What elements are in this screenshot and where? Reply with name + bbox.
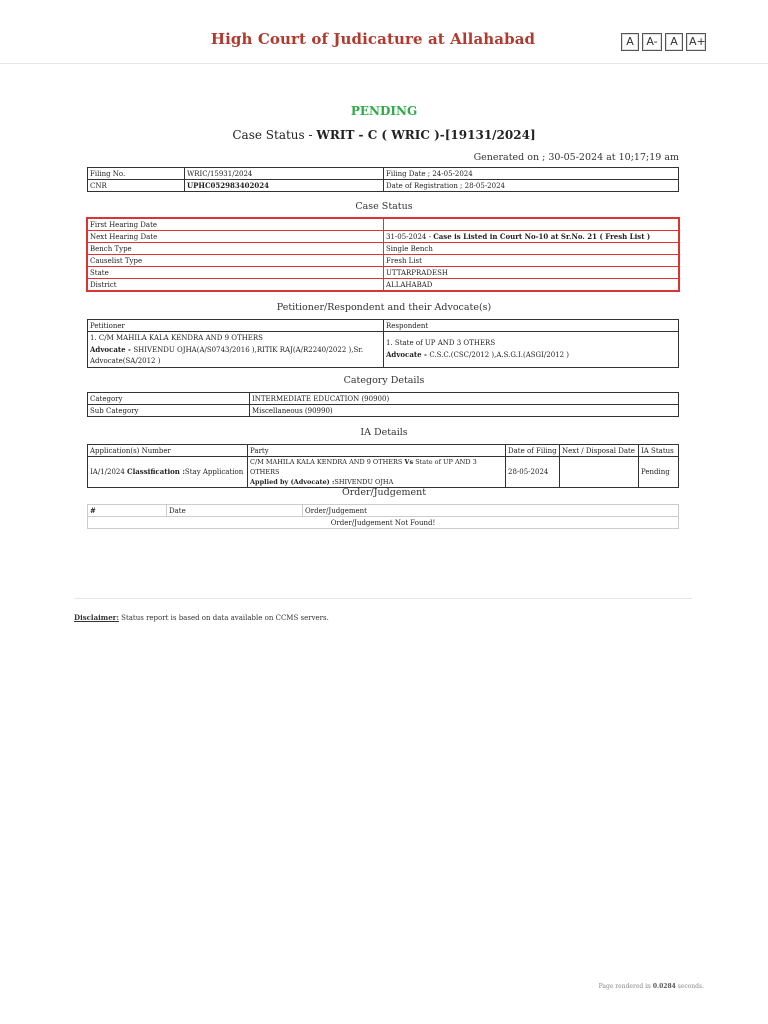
ia-party-vs: Vs (404, 458, 414, 466)
disclaimer-text: Status report is based on data available on CCMS servers. (118, 614, 329, 622)
footer-suffix: seconds. (675, 983, 704, 990)
case-status-table (87, 218, 679, 291)
petitioner-advocates (90, 344, 381, 367)
applied-by-value: SHIVENDU OJHA (334, 478, 394, 486)
ia-number: IA/1/2024 (90, 468, 128, 476)
status-badge: PENDING (350, 104, 418, 118)
orders-table (87, 504, 679, 529)
respondent-adv-label: Advocate - (386, 350, 430, 359)
ia-header-number: Application(s) Number (88, 445, 248, 457)
order-header-date: Date (167, 505, 303, 517)
ia-header-status: IA Status (639, 445, 679, 457)
ia-number-cell (88, 457, 248, 488)
ia-table (87, 444, 679, 488)
font-size-controls (621, 33, 706, 51)
case-status-prefix: Case Status - (232, 128, 317, 142)
causelist-type-value: Fresh List (384, 255, 679, 267)
filing-table (87, 167, 679, 192)
font-normal-button[interactable]: A (665, 33, 683, 51)
ia-next-date (560, 457, 639, 488)
disclaimer (74, 613, 329, 622)
registration-date: Date of Registration ; 28-05-2024 (384, 180, 679, 192)
category-heading: Category Details (343, 375, 425, 386)
case-title (0, 128, 768, 142)
footer-prefix: Page rendered in (598, 983, 653, 990)
orders-empty-message: Order/Judgement Not Found! (88, 517, 679, 529)
cnr-label: CNR (88, 180, 185, 192)
ia-heading: IA Details (360, 427, 408, 438)
applied-by-label: Applied by (Advocate) : (250, 478, 335, 486)
district-value: ALLAHABAD (384, 279, 679, 291)
next-hearing-value (384, 231, 679, 243)
listing-info: Case is Listed in Court No-10 at Sr.No. 21 ( Fresh List ) (433, 231, 651, 241)
petitioner-adv-label: Advocate - (90, 345, 134, 354)
petitioner-adv-names: SHIVENDU OJHA(A/S0743/2016 ),RITIK RAJ(A/R2240/2022 ),Sr. Advocate(SA/2012 ) (90, 346, 364, 365)
case-status-heading: Case Status (355, 201, 413, 212)
disclaimer-label: Disclaimer: (74, 613, 119, 622)
district-label: District (88, 279, 384, 291)
bench-type-value: Single Bench (384, 243, 679, 255)
next-hearing-label: Next Hearing Date (88, 231, 384, 243)
page-header (0, 0, 768, 64)
respondent-advocates (386, 349, 676, 361)
bench-type-label: Bench Type (88, 243, 384, 255)
petitioner-cell (88, 332, 384, 368)
petitioner-name: 1. C/M MAHILA KALA KENDRA AND 9 OTHERS (90, 334, 263, 342)
category-label: Category (88, 393, 250, 405)
parties-heading: Petitioner/Respondent and their Advocate(s) (276, 302, 492, 313)
font-reset-button[interactable]: A (621, 33, 639, 51)
next-hearing-date: 31-05-2024 - (386, 232, 434, 241)
table-row (88, 457, 679, 488)
state-label: State (88, 267, 384, 279)
filing-date: Filing Date ; 24-05-2024 (384, 168, 679, 180)
render-time-footer (599, 983, 704, 990)
ia-status: Pending (639, 457, 679, 488)
category-value: INTERMEDIATE EDUCATION (90900) (250, 393, 679, 405)
order-header-judgement: Order/Judgement (303, 505, 679, 517)
ia-header-next-date: Next / Disposal Date (560, 445, 639, 457)
ia-header-filing-date: Date of Filing (506, 445, 560, 457)
filing-no-label: Filing No. (88, 168, 185, 180)
classification-label: Classification : (127, 467, 185, 476)
ia-applied-by (250, 477, 503, 487)
ia-party-cell (248, 457, 506, 488)
first-hearing-label: First Hearing Date (88, 219, 384, 231)
state-value: UTTARPRADESH (384, 267, 679, 279)
cnr-value: UPHC052983402024 (185, 180, 384, 192)
respondent-cell (384, 332, 679, 368)
petitioner-label: Petitioner (88, 320, 384, 332)
font-increase-button[interactable]: A+ (686, 33, 706, 51)
footer-time: 0.0284 (652, 983, 676, 990)
orders-heading: Order/Judgement (341, 487, 427, 498)
causelist-type-label: Causelist Type (88, 255, 384, 267)
category-table (87, 392, 679, 417)
ia-header-party: Party (248, 445, 506, 457)
first-hearing-value (384, 219, 679, 231)
site-title: High Court of Judicature at Allahabad (210, 30, 536, 48)
ia-party-respondent: State of UP AND 3 OTHERS (250, 458, 477, 476)
generated-timestamp: Generated on ; 30-05-2024 at 10;17;19 am (473, 152, 679, 163)
respondent-label: Respondent (384, 320, 679, 332)
divider (74, 598, 692, 599)
respondent-adv-names: C.S.C.(CSC/2012 ),A.S.G.I.(ASGI/2012 ) (429, 351, 570, 359)
ia-party-petitioner: C/M MAHILA KALA KENDRA AND 9 OTHERS (250, 458, 405, 466)
parties-table (87, 319, 679, 368)
respondent-name: 1. State of UP AND 3 OTHERS (386, 339, 496, 347)
sub-category-label: Sub Category (88, 405, 250, 417)
ia-date-of-filing: 28-05-2024 (506, 457, 560, 488)
case-number: WRIT - C ( WRIC )-[19131/2024] (316, 128, 536, 142)
order-header-index: # (88, 505, 167, 517)
classification-value: Stay Application (184, 468, 244, 476)
ia-party-line (250, 457, 503, 477)
sub-category-value: Miscellaneous (90990) (250, 405, 679, 417)
font-decrease-button[interactable]: A- (642, 33, 662, 51)
filing-no: WRIC/15931/2024 (185, 168, 384, 180)
